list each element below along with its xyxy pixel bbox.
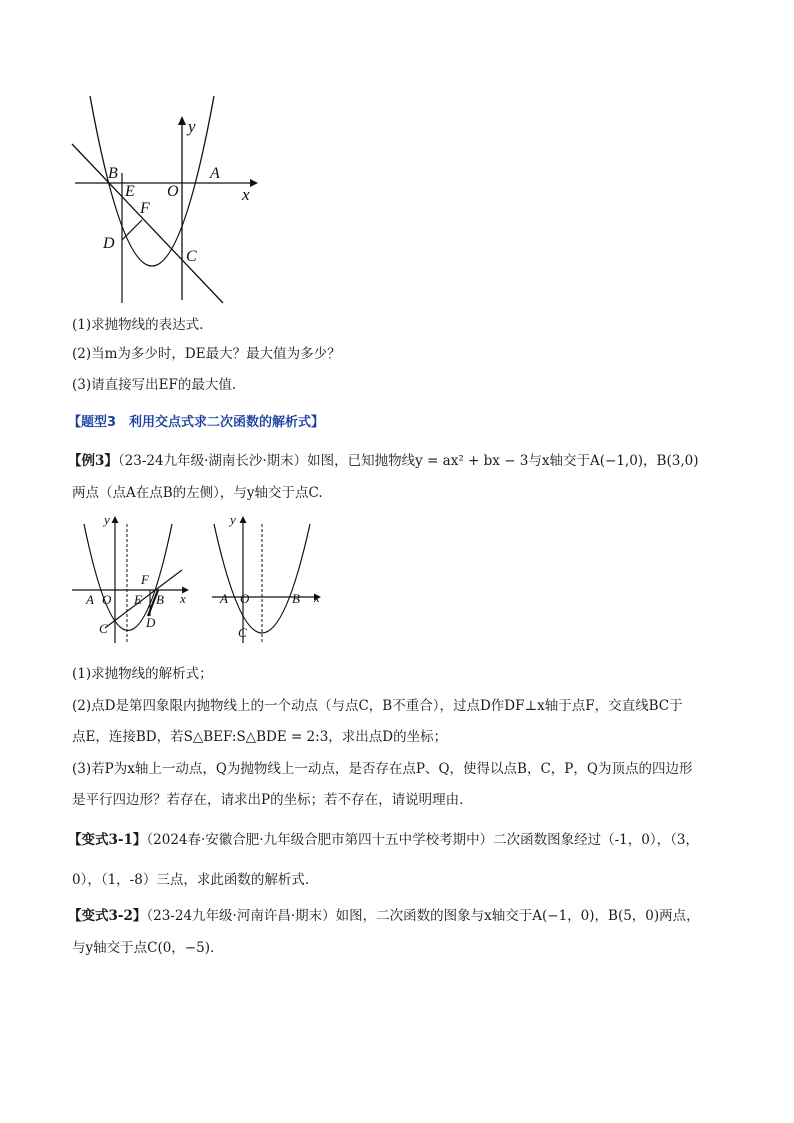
figure-parabola-1 bbox=[60, 88, 270, 308]
label-F: F bbox=[141, 572, 149, 587]
label-B: B bbox=[292, 591, 300, 606]
label-x: x bbox=[242, 185, 250, 204]
example3-line2: 两点（点A在点B的左侧），与y轴交于点C. bbox=[72, 485, 323, 501]
question-2-2-cont: 点E，连接BD，若S△BEF:S△BDE = 2:3，求出点D的坐标； bbox=[72, 729, 448, 745]
label-y: y bbox=[188, 117, 196, 136]
label-A: A bbox=[86, 592, 94, 607]
y-axis-arrow-icon bbox=[112, 516, 119, 523]
example3-text1: （23-24九年级·湖南长沙·期末）如图，已知抛物线y = ax² + bx − 3与x轴交于A(−1,0)，B(3,0) bbox=[117, 453, 699, 469]
x-axis-arrow-icon bbox=[250, 179, 258, 187]
question-2-3-cont: 是平行四边形？若存在，请求出P的坐标；若不存在，请说明理由. bbox=[72, 792, 464, 808]
question-2-3: (3)若P为x轴上一动点，Q为抛物线上一动点，是否存在点P、Q，使得以点B，C，P，Q为顶点的四边形 bbox=[72, 761, 693, 777]
label-y: y bbox=[104, 512, 110, 527]
label-x: x bbox=[314, 590, 320, 605]
label-O: O bbox=[240, 591, 250, 606]
label-D: D bbox=[146, 615, 156, 630]
question-1-2: (2)当m为多少时，DE最大？最大值为多少？ bbox=[72, 346, 341, 362]
label-A: A bbox=[210, 165, 220, 182]
example3-prefix: 【例3】 bbox=[68, 453, 118, 469]
question-2-2: (2)点D是第四象限内抛物线上的一个动点（与点C，B不重合），过点D作DF⊥x轴于点F，交直线BC于 bbox=[72, 698, 683, 714]
label-B: B bbox=[108, 165, 118, 182]
variant32-text1: （23-24九年级·河南许昌·期末）如图，二次函数的图象与x轴交于A(−1，0)，B(5，0)两点， bbox=[146, 908, 700, 924]
line-BC bbox=[72, 144, 223, 303]
y-axis-arrow-icon bbox=[240, 516, 247, 523]
variant32-line2: 与y轴交于点C(0，−5). bbox=[72, 940, 215, 956]
label-O: O bbox=[167, 183, 179, 200]
label-A: A bbox=[220, 591, 228, 606]
label-y: y bbox=[230, 512, 236, 527]
label-D: D bbox=[103, 235, 115, 252]
label-C: C bbox=[186, 248, 197, 265]
label-C: C bbox=[238, 625, 247, 640]
label-E: E bbox=[134, 592, 142, 607]
label-x: x bbox=[180, 591, 186, 606]
variant32-prefix: 【变式3-2】 bbox=[68, 908, 147, 924]
label-C: C bbox=[99, 621, 108, 636]
example3-line1 bbox=[68, 451, 734, 471]
section-heading: 【题型3 利用交点式求二次函数的解析式】 bbox=[68, 415, 325, 430]
parabola bbox=[84, 524, 172, 631]
variant31-prefix: 【变式3-1】 bbox=[68, 832, 147, 848]
label-F: F bbox=[140, 200, 150, 217]
variant31-text1: （2024春·安徽合肥·九年级合肥市第四十五中学校考期中）二次函数图象经过（-1，0），（3， bbox=[146, 832, 699, 848]
variant31-line1 bbox=[68, 830, 734, 850]
segment-DF bbox=[122, 220, 142, 240]
question-1-1: (1)求抛物线的表达式. bbox=[72, 317, 204, 333]
variant31-line2: 0），（1，-8）三点，求此函数的解析式. bbox=[72, 872, 310, 888]
label-O: O bbox=[102, 592, 112, 607]
question-2-1: (1)求抛物线的解析式； bbox=[72, 666, 213, 682]
label-B: B bbox=[156, 592, 164, 607]
label-E: E bbox=[125, 183, 135, 200]
variant32-line1 bbox=[68, 906, 734, 926]
figure-parabola-3 bbox=[208, 510, 338, 645]
y-axis-arrow-icon bbox=[178, 116, 186, 125]
figure-parabola-2 bbox=[68, 510, 198, 645]
question-1-3: (3)请直接写出EF的最大值. bbox=[72, 377, 237, 393]
